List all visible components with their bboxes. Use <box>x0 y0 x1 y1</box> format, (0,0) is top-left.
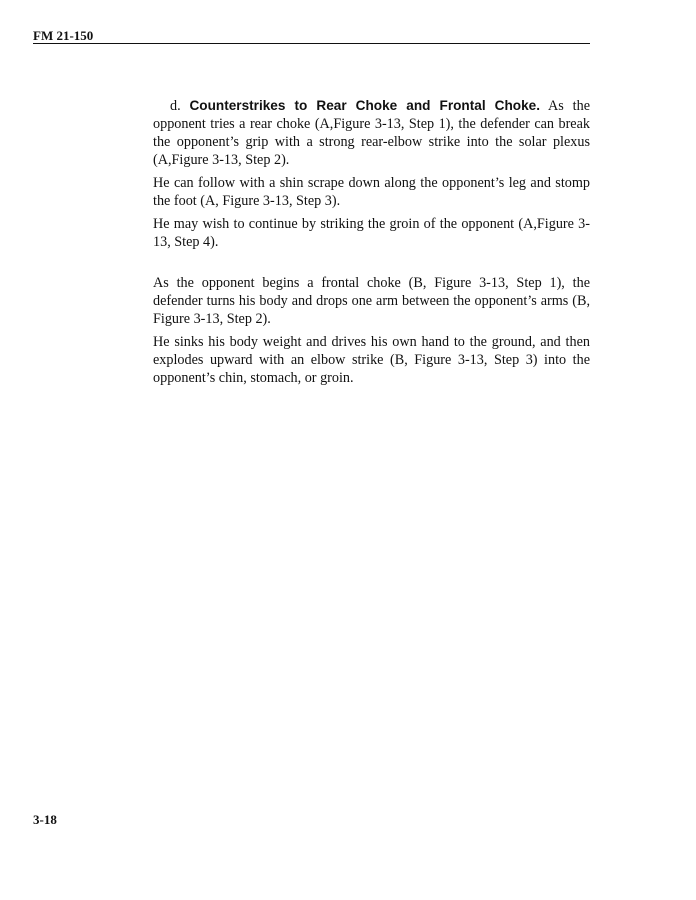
manual-header-label: FM 21-150 <box>33 28 94 43</box>
paragraph-elbow-strike: He sinks his body weight and drives his own hand to the ground, and then explodes upward with an elbow strike (B, Figure 3-13, Step 3) into the opponent’s chin, stomach, or groin. <box>153 334 590 386</box>
section-body <box>153 97 590 392</box>
header-rule <box>33 43 590 44</box>
page-number: 3-18 <box>33 812 57 827</box>
paragraph-shin-scrape: He can follow with a shin scrape down along the opponent’s leg and stomp the foot (A, Figure 3-13, Step 3). <box>153 175 590 209</box>
paragraph-frontal-choke: As the opponent begins a frontal choke (B, Figure 3-13, Step 1), the defender turns his body and drops one arm between the opponent’s arms (B, Figure 3-13, Step 2). <box>153 275 590 327</box>
section-lead-text: As the opponent tries a rear choke (A,Figure 3-13, Step 1), the defender can break the opponent’s grip with a strong rear-elbow strike into the solar plexus (A,Figure 3-13, Step 2). <box>153 98 590 168</box>
section-lead-prefix: d. <box>170 98 190 114</box>
section-lead-paragraph <box>153 97 590 169</box>
section-lead-heading: Counterstrikes to Rear Choke and Frontal Choke. <box>189 98 540 113</box>
paragraph-groin-strike: He may wish to continue by striking the groin of the opponent (A,Figure 3-13, Step 4). <box>153 216 590 250</box>
